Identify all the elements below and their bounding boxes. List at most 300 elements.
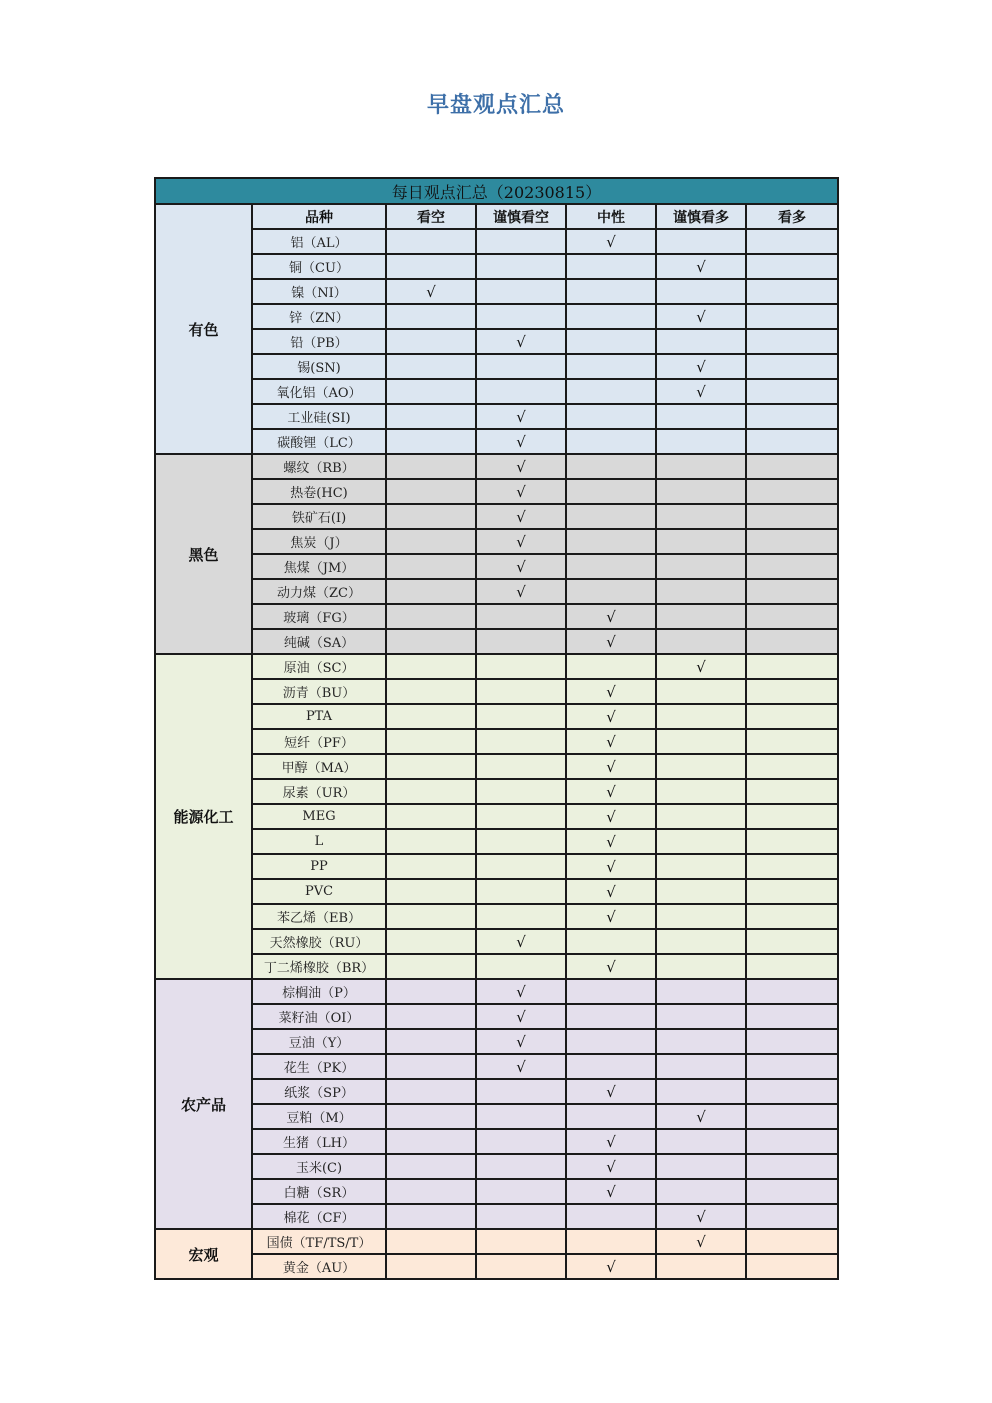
view-cell — [656, 279, 746, 304]
view-cell — [746, 779, 838, 804]
view-cell — [566, 1104, 656, 1129]
table-row — [155, 1104, 838, 1129]
commodity-name: 黄金（AU） — [252, 1254, 386, 1279]
table-row — [155, 479, 838, 504]
view-cell — [476, 229, 566, 254]
view-cell — [386, 429, 476, 454]
table-row — [155, 1204, 838, 1229]
view-cell — [476, 754, 566, 779]
view-cell — [746, 654, 838, 679]
commodity-name: 生猪（LH） — [252, 1129, 386, 1154]
check-mark-icon: √ — [656, 254, 746, 279]
category-cell: 农产品 — [155, 979, 252, 1229]
view-cell — [746, 379, 838, 404]
view-cell — [386, 579, 476, 604]
check-mark-icon: √ — [476, 329, 566, 354]
commodity-name: 沥青（BU） — [252, 679, 386, 704]
view-cell — [386, 329, 476, 354]
check-mark-icon: √ — [656, 354, 746, 379]
table-row — [155, 1254, 838, 1279]
check-mark-icon: √ — [566, 879, 656, 904]
view-cell — [386, 779, 476, 804]
commodity-name: 原油（SC） — [252, 654, 386, 679]
view-cell — [566, 454, 656, 479]
view-cell — [386, 979, 476, 1004]
view-cell — [566, 929, 656, 954]
table-row — [155, 1004, 838, 1029]
commodity-name: 焦煤（JM） — [252, 554, 386, 579]
view-cell — [386, 254, 476, 279]
view-cell — [476, 654, 566, 679]
column-header: 品种 — [252, 204, 386, 229]
view-cell — [656, 454, 746, 479]
view-cell — [566, 404, 656, 429]
view-cell — [746, 454, 838, 479]
view-cell — [656, 954, 746, 979]
view-cell — [566, 529, 656, 554]
commodity-name: 铜（CU） — [252, 254, 386, 279]
view-cell — [746, 954, 838, 979]
view-cell — [656, 804, 746, 829]
commodity-name: 国债（TF/TS/T） — [252, 1229, 386, 1254]
view-cell — [386, 404, 476, 429]
view-cell — [386, 479, 476, 504]
commodity-name: 尿素（UR） — [252, 779, 386, 804]
view-cell — [386, 729, 476, 754]
commodity-name: 铁矿石(I) — [252, 504, 386, 529]
column-header: 看多 — [746, 204, 838, 229]
view-cell — [386, 304, 476, 329]
view-cell — [476, 379, 566, 404]
table-body — [155, 204, 838, 1279]
check-mark-icon: √ — [566, 954, 656, 979]
commodity-name: 棉花（CF） — [252, 1204, 386, 1229]
view-cell — [386, 379, 476, 404]
view-cell — [746, 829, 838, 854]
view-cell — [566, 354, 656, 379]
check-mark-icon: √ — [476, 929, 566, 954]
view-cell — [566, 979, 656, 1004]
view-cell — [386, 754, 476, 779]
check-mark-icon: √ — [566, 1179, 656, 1204]
view-cell — [386, 529, 476, 554]
view-cell — [476, 604, 566, 629]
view-cell — [656, 479, 746, 504]
table-row — [155, 429, 838, 454]
view-cell — [656, 554, 746, 579]
view-cell — [476, 1179, 566, 1204]
view-cell — [656, 604, 746, 629]
view-cell — [386, 879, 476, 904]
view-cell — [746, 1029, 838, 1054]
commodity-name: 热卷(HC) — [252, 479, 386, 504]
table-row — [155, 704, 838, 729]
view-cell — [656, 1029, 746, 1054]
view-cell — [566, 1029, 656, 1054]
commodity-name: 铅（PB） — [252, 329, 386, 354]
table-row — [155, 379, 838, 404]
check-mark-icon: √ — [476, 579, 566, 604]
commodity-name: 玉米(C) — [252, 1154, 386, 1179]
table-row — [155, 404, 838, 429]
view-cell — [566, 579, 656, 604]
check-mark-icon: √ — [566, 754, 656, 779]
view-cell — [386, 229, 476, 254]
table-row — [155, 804, 838, 829]
view-cell — [476, 829, 566, 854]
view-cell — [566, 1004, 656, 1029]
view-cell — [656, 854, 746, 879]
table-row — [155, 854, 838, 879]
view-cell — [386, 454, 476, 479]
commodity-name: 花生（PK） — [252, 1054, 386, 1079]
view-cell — [386, 679, 476, 704]
check-mark-icon: √ — [656, 654, 746, 679]
table-row — [155, 679, 838, 704]
view-cell — [566, 379, 656, 404]
view-cell — [746, 304, 838, 329]
view-cell — [656, 329, 746, 354]
view-cell — [656, 679, 746, 704]
table-title: 每日观点汇总（20230815） — [155, 178, 838, 204]
view-cell — [746, 479, 838, 504]
table-row — [155, 1179, 838, 1204]
check-mark-icon: √ — [656, 379, 746, 404]
table-row — [155, 1129, 838, 1154]
view-cell — [656, 729, 746, 754]
view-cell — [656, 429, 746, 454]
table-row — [155, 1079, 838, 1104]
commodity-name: PTA — [252, 704, 386, 729]
view-cell — [566, 654, 656, 679]
commodity-name: L — [252, 829, 386, 854]
check-mark-icon: √ — [566, 704, 656, 729]
category-cell: 有色 — [155, 204, 252, 454]
check-mark-icon: √ — [476, 504, 566, 529]
view-cell — [746, 554, 838, 579]
view-cell — [386, 629, 476, 654]
view-cell — [386, 1004, 476, 1029]
check-mark-icon: √ — [476, 479, 566, 504]
check-mark-icon: √ — [656, 1104, 746, 1129]
table-row — [155, 954, 838, 979]
check-mark-icon: √ — [476, 1004, 566, 1029]
view-cell — [566, 1054, 656, 1079]
table-row — [155, 254, 838, 279]
view-cell — [566, 304, 656, 329]
view-cell — [746, 404, 838, 429]
view-cell — [386, 704, 476, 729]
table-row — [155, 929, 838, 954]
view-cell — [746, 1154, 838, 1179]
table-row — [155, 1029, 838, 1054]
view-cell — [746, 929, 838, 954]
check-mark-icon: √ — [566, 229, 656, 254]
commodity-name: 玻璃（FG） — [252, 604, 386, 629]
view-cell — [566, 1229, 656, 1254]
table-row — [155, 529, 838, 554]
view-cell — [746, 429, 838, 454]
table-row — [155, 229, 838, 254]
view-cell — [476, 254, 566, 279]
view-cell — [746, 629, 838, 654]
view-cell — [656, 904, 746, 929]
view-cell — [566, 254, 656, 279]
table-row — [155, 629, 838, 654]
view-cell — [386, 854, 476, 879]
view-cell — [476, 729, 566, 754]
view-cell — [476, 854, 566, 879]
view-cell — [746, 1054, 838, 1079]
check-mark-icon: √ — [476, 979, 566, 1004]
view-cell — [386, 1154, 476, 1179]
check-mark-icon: √ — [566, 1129, 656, 1154]
view-cell — [386, 604, 476, 629]
view-cell — [476, 1104, 566, 1129]
check-mark-icon: √ — [566, 904, 656, 929]
commodity-name: 氧化铝（AO） — [252, 379, 386, 404]
check-mark-icon: √ — [566, 629, 656, 654]
view-cell — [656, 579, 746, 604]
view-cell — [656, 1129, 746, 1154]
commodity-name: 纸浆（SP） — [252, 1079, 386, 1104]
table-row — [155, 829, 838, 854]
view-cell — [386, 829, 476, 854]
view-cell — [476, 779, 566, 804]
commodity-name: 苯乙烯（EB） — [252, 904, 386, 929]
table-row — [155, 329, 838, 354]
view-cell — [566, 279, 656, 304]
commodity-name: 豆粕（M） — [252, 1104, 386, 1129]
commodity-name: 碳酸锂（LC） — [252, 429, 386, 454]
view-cell — [386, 929, 476, 954]
view-cell — [476, 354, 566, 379]
view-cell — [746, 1204, 838, 1229]
commodity-name: 菜籽油（OI） — [252, 1004, 386, 1029]
column-header-row — [155, 204, 838, 229]
check-mark-icon: √ — [476, 1054, 566, 1079]
commodity-name: 锡(SN) — [252, 354, 386, 379]
check-mark-icon: √ — [566, 854, 656, 879]
view-cell — [656, 229, 746, 254]
table-row — [155, 754, 838, 779]
category-cell: 黑色 — [155, 454, 252, 654]
view-cell — [746, 604, 838, 629]
view-cell — [476, 879, 566, 904]
view-cell — [476, 1254, 566, 1279]
daily-view-table — [154, 177, 839, 1280]
commodity-name: 棕榈油（P） — [252, 979, 386, 1004]
view-cell — [656, 504, 746, 529]
check-mark-icon: √ — [566, 729, 656, 754]
commodity-name: 短纤（PF） — [252, 729, 386, 754]
column-header: 谨慎看空 — [476, 204, 566, 229]
commodity-name: 铝（AL） — [252, 229, 386, 254]
view-cell — [656, 779, 746, 804]
check-mark-icon: √ — [476, 404, 566, 429]
check-mark-icon: √ — [656, 304, 746, 329]
table-row — [155, 654, 838, 679]
commodity-name: 白糖（SR） — [252, 1179, 386, 1204]
view-cell — [476, 679, 566, 704]
view-cell — [746, 1179, 838, 1204]
commodity-name: 天然橡胶（RU） — [252, 929, 386, 954]
view-cell — [476, 1154, 566, 1179]
view-cell — [656, 629, 746, 654]
check-mark-icon: √ — [566, 1154, 656, 1179]
commodity-name: 豆油（Y） — [252, 1029, 386, 1054]
view-cell — [476, 804, 566, 829]
check-mark-icon: √ — [656, 1204, 746, 1229]
view-cell — [746, 679, 838, 704]
view-cell — [656, 404, 746, 429]
check-mark-icon: √ — [566, 1079, 656, 1104]
commodity-name: 镍（NI） — [252, 279, 386, 304]
view-cell — [476, 279, 566, 304]
view-cell — [566, 554, 656, 579]
table-row — [155, 579, 838, 604]
commodity-name: PP — [252, 854, 386, 879]
view-cell — [656, 754, 746, 779]
view-cell — [746, 1254, 838, 1279]
table-row — [155, 604, 838, 629]
table-row — [155, 504, 838, 529]
view-cell — [656, 1004, 746, 1029]
view-cell — [656, 1079, 746, 1104]
view-cell — [656, 879, 746, 904]
view-cell — [746, 979, 838, 1004]
table-row — [155, 904, 838, 929]
view-cell — [386, 1129, 476, 1154]
view-cell — [386, 504, 476, 529]
view-cell — [386, 1254, 476, 1279]
view-cell — [746, 354, 838, 379]
table-row — [155, 779, 838, 804]
check-mark-icon: √ — [566, 829, 656, 854]
view-cell — [746, 1229, 838, 1254]
view-cell — [746, 854, 838, 879]
view-cell — [566, 504, 656, 529]
view-cell — [656, 1154, 746, 1179]
view-cell — [746, 254, 838, 279]
view-cell — [746, 279, 838, 304]
commodity-name: 锌（ZN） — [252, 304, 386, 329]
view-cell — [476, 629, 566, 654]
view-cell — [746, 804, 838, 829]
view-cell — [656, 529, 746, 554]
view-cell — [386, 954, 476, 979]
commodity-name: PVC — [252, 879, 386, 904]
commodity-name: 焦炭（J） — [252, 529, 386, 554]
view-cell — [746, 1079, 838, 1104]
table-row — [155, 554, 838, 579]
view-cell — [746, 754, 838, 779]
view-cell — [746, 879, 838, 904]
view-cell — [746, 579, 838, 604]
commodity-name: 螺纹（RB） — [252, 454, 386, 479]
view-cell — [746, 1004, 838, 1029]
commodity-name: 工业硅(SI) — [252, 404, 386, 429]
commodity-name: 甲醇（MA） — [252, 754, 386, 779]
commodity-name: MEG — [252, 804, 386, 829]
view-cell — [746, 1129, 838, 1154]
column-header: 谨慎看多 — [656, 204, 746, 229]
view-cell — [656, 1254, 746, 1279]
table-row — [155, 1054, 838, 1079]
view-cell — [566, 329, 656, 354]
view-cell — [566, 1204, 656, 1229]
view-cell — [656, 829, 746, 854]
table-row — [155, 1154, 838, 1179]
view-cell — [656, 1054, 746, 1079]
view-cell — [566, 479, 656, 504]
view-cell — [746, 904, 838, 929]
check-mark-icon: √ — [656, 1229, 746, 1254]
view-cell — [476, 1204, 566, 1229]
check-mark-icon: √ — [386, 279, 476, 304]
view-cell — [746, 704, 838, 729]
view-cell — [746, 1104, 838, 1129]
view-cell — [656, 979, 746, 1004]
table-row — [155, 454, 838, 479]
check-mark-icon: √ — [566, 1254, 656, 1279]
column-header: 看空 — [386, 204, 476, 229]
view-cell — [386, 1029, 476, 1054]
view-cell — [386, 1204, 476, 1229]
view-cell — [476, 1229, 566, 1254]
view-cell — [476, 704, 566, 729]
view-cell — [386, 804, 476, 829]
view-cell — [476, 1079, 566, 1104]
view-cell — [386, 354, 476, 379]
check-mark-icon: √ — [566, 804, 656, 829]
view-cell — [476, 904, 566, 929]
view-cell — [746, 504, 838, 529]
view-cell — [386, 654, 476, 679]
view-cell — [746, 729, 838, 754]
check-mark-icon: √ — [476, 454, 566, 479]
check-mark-icon: √ — [476, 554, 566, 579]
view-cell — [386, 1054, 476, 1079]
table-row — [155, 879, 838, 904]
check-mark-icon: √ — [566, 604, 656, 629]
view-cell — [656, 704, 746, 729]
column-header: 中性 — [566, 204, 656, 229]
view-cell — [386, 554, 476, 579]
view-cell — [386, 1229, 476, 1254]
page-title: 早盘观点汇总 — [426, 93, 565, 118]
view-cell — [386, 1104, 476, 1129]
check-mark-icon: √ — [476, 529, 566, 554]
view-cell — [746, 229, 838, 254]
check-mark-icon: √ — [476, 1029, 566, 1054]
view-cell — [746, 529, 838, 554]
view-cell — [386, 904, 476, 929]
view-cell — [386, 1179, 476, 1204]
view-cell — [386, 1079, 476, 1104]
table-row — [155, 729, 838, 754]
category-cell: 能源化工 — [155, 654, 252, 979]
view-cell — [746, 329, 838, 354]
check-mark-icon: √ — [476, 429, 566, 454]
table-row — [155, 354, 838, 379]
view-cell — [656, 929, 746, 954]
table-row — [155, 979, 838, 1004]
table-row — [155, 1229, 838, 1254]
view-cell — [476, 304, 566, 329]
commodity-name: 纯碱（SA） — [252, 629, 386, 654]
commodity-name: 丁二烯橡胶（BR） — [252, 954, 386, 979]
